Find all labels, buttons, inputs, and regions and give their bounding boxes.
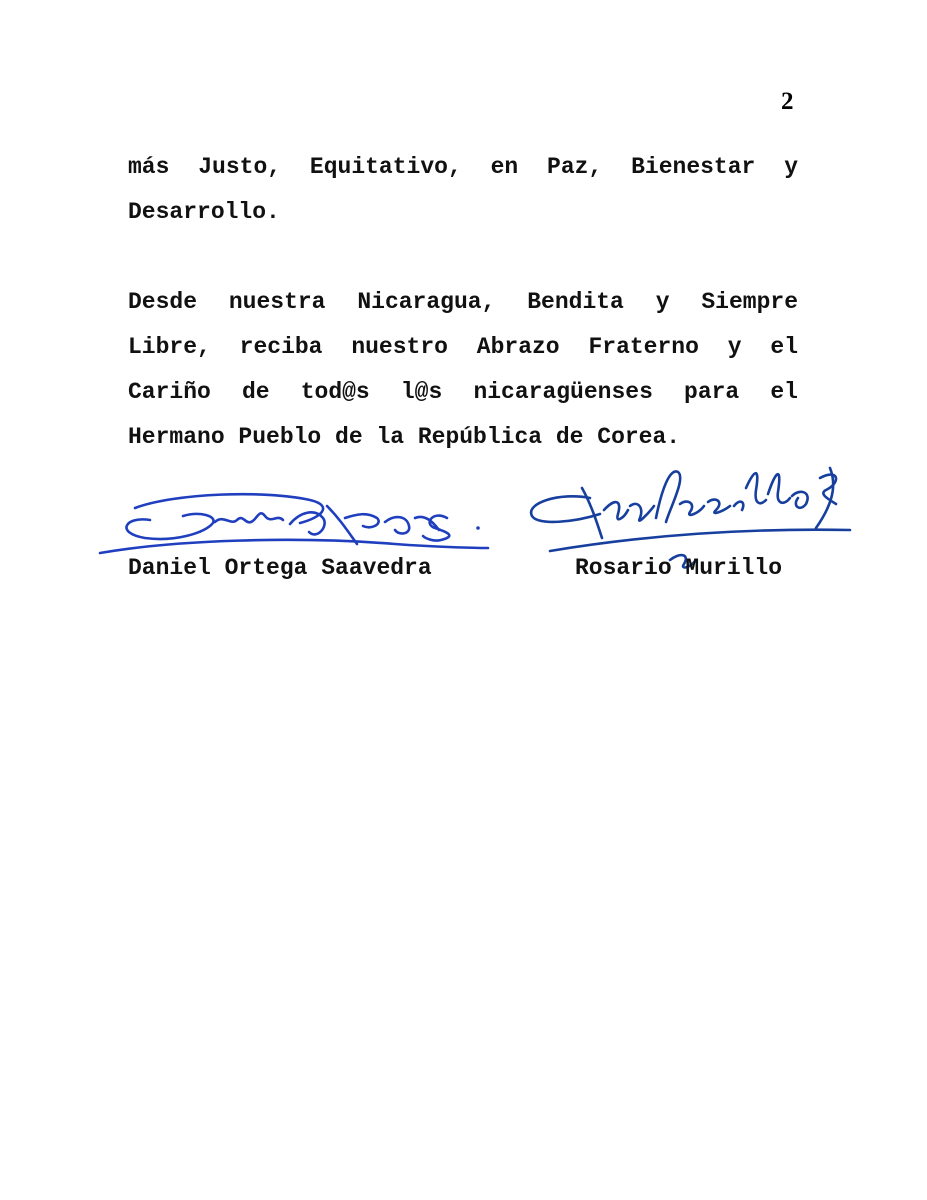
paragraph-line: Hermano Pueblo de la República de Corea. bbox=[128, 424, 681, 450]
page-number: 2 bbox=[781, 88, 794, 115]
signatory-name-rosario-murillo: Rosario Murillo bbox=[575, 555, 783, 581]
paragraph-line: Desarrollo. bbox=[128, 199, 280, 225]
paragraph-line: Libre, reciba nuestro Abrazo Fraterno y el bbox=[128, 334, 798, 360]
paragraph-closing-wish bbox=[128, 145, 798, 235]
paragraph-line: Desde nuestra Nicaragua, Bendita y Siempre bbox=[128, 289, 798, 315]
signature-daniel-ortega bbox=[95, 478, 495, 563]
paragraph-line: Cariño de tod@s l@s nicaragüenses para el bbox=[128, 379, 798, 405]
signatory-name-daniel-ortega: Daniel Ortega Saavedra bbox=[128, 555, 432, 581]
paragraph-greeting bbox=[128, 280, 798, 460]
paragraph-line: más Justo, Equitativo, en Paz, Bienestar y bbox=[128, 154, 798, 180]
